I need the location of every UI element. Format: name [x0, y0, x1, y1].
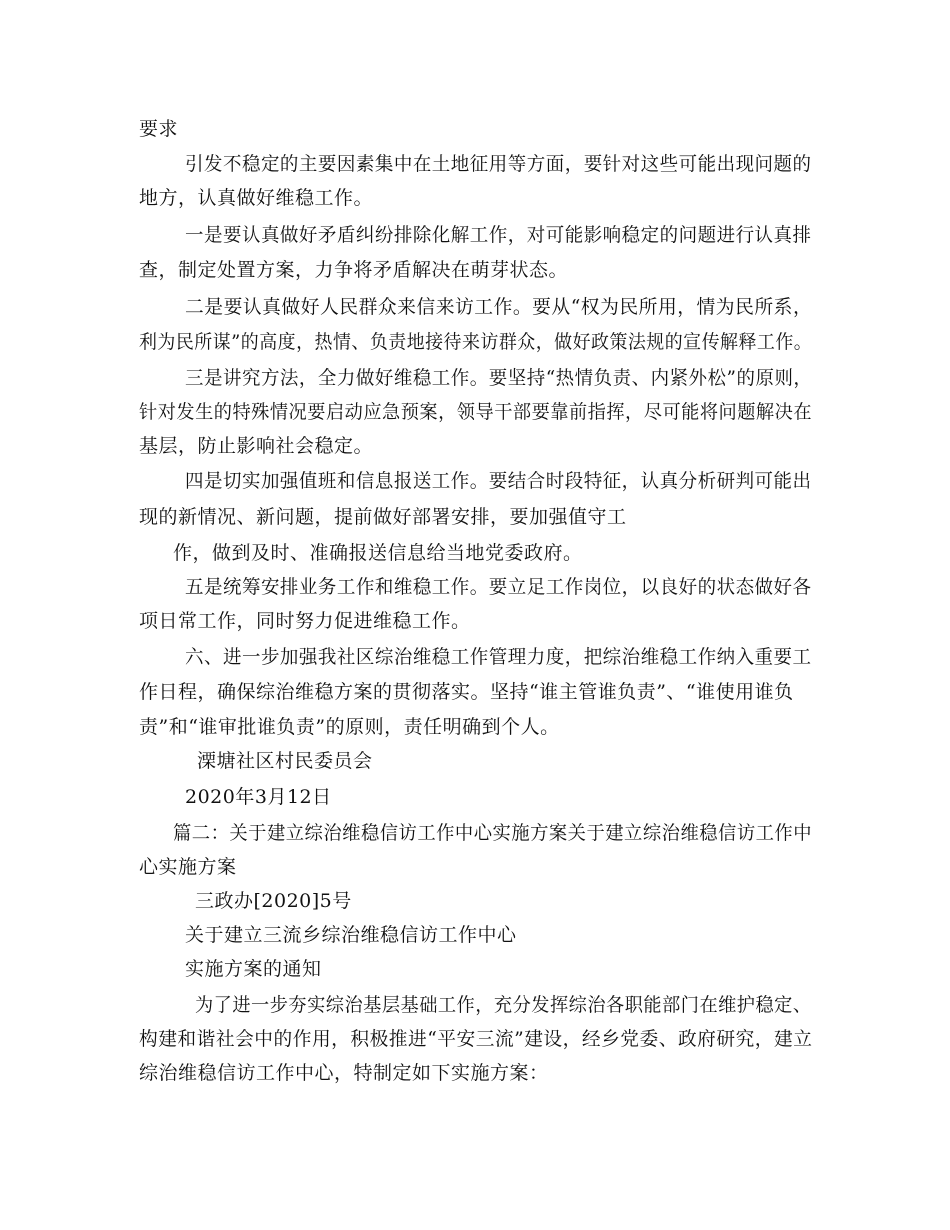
text-line: 五是统筹安排业务工作和维稳工作。要立足工作岗位，以良好的状态做好各	[185, 576, 812, 598]
text-line: 基层，防止影响社会稳定。	[139, 435, 374, 457]
text-line: 构建和谐社会中的作用，积极推进“平安三流”建设，经乡党委、政府研究，建立	[139, 1028, 813, 1050]
text-line: 作，做到及时、准确报送信息给当地党委政府。	[173, 542, 583, 564]
signature-date: 2020年3月12日	[185, 786, 332, 808]
document-number: 三政办[2020]5号	[195, 890, 352, 912]
text-line: 引发不稳定的主要因素集中在土地征用等方面，要针对这些可能出现问题的	[185, 153, 812, 175]
text-line: 针对发生的特殊情况要启动应急预案，领导干部要靠前指挥，尽可能将问题解决在	[139, 401, 813, 423]
text-line: 作日程，确保综治维稳方案的贯彻落实。坚持“谁主管谁负责”、“谁使用谁负	[139, 681, 794, 703]
notice-title-line-2: 实施方案的通知	[185, 958, 322, 980]
text-line: 三是讲究方法，全力做好维稳工作。要坚持“热情负责、内紧外松”的原则，	[185, 367, 813, 389]
notice-title-line-1: 关于建立三流乡综治维稳信访工作中心	[185, 924, 517, 946]
text-line-requirements-heading: 要求	[139, 118, 179, 140]
text-line: 现的新情况、新问题，提前做好部署安排，要加强值守工	[139, 506, 627, 528]
text-line: 六、进一步加强我社区综治维稳工作管理力度，把综治维稳工作纳入重要工	[185, 646, 812, 668]
section-title-continued: 心实施方案	[139, 856, 237, 878]
text-line: 项日常工作，同时努力促进维稳工作。	[139, 610, 471, 632]
section-title: 篇二：关于建立综治维稳信访工作中心实施方案关于建立综治维稳信访工作中	[173, 822, 813, 844]
text-line: 一是要认真做好矛盾纠纷排除化解工作，对可能影响稳定的问题进行认真排	[185, 224, 812, 246]
text-line: 四是切实加强值班和信息报送工作。要结合时段特征，认真分析研判可能出	[185, 470, 812, 492]
signature-organization: 溧塘社区村民委员会	[197, 750, 373, 772]
text-line: 利为民所谋”的高度，热情、负责地接待来访群众，做好政策法规的宣传解释工作。	[139, 331, 813, 353]
text-line: 二是要认真做好人民群众来信来访工作。要从“权为民所用，情为民所系，	[185, 296, 813, 318]
text-line: 地方，认真做好维稳工作。	[139, 187, 374, 209]
text-line: 查，制定处置方案，力争将矛盾解决在萌芽状态。	[139, 259, 569, 281]
text-line: 责”和“谁审批谁负责”的原则，责任明确到个人。	[139, 716, 560, 738]
text-line: 为了进一步夯实综治基层基础工作，充分发挥综治各职能部门在维护稳定、	[195, 994, 812, 1016]
text-line: 综治维稳信访工作中心，特制定如下实施方案：	[139, 1062, 549, 1084]
